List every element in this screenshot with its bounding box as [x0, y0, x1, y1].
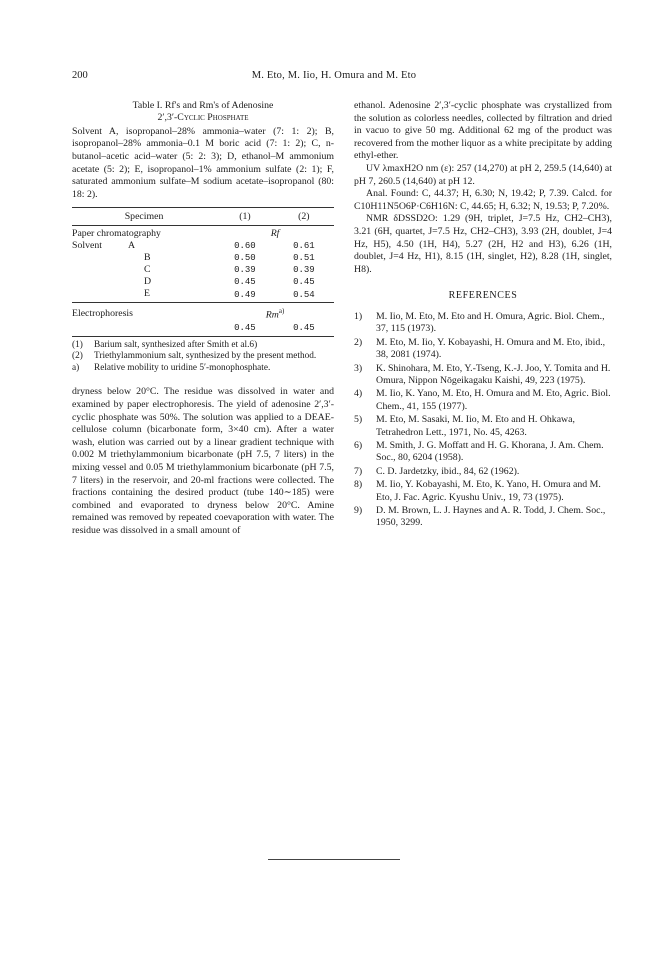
rf-label: Rf — [270, 228, 280, 240]
solvent-cell: E — [144, 288, 150, 300]
paper-chromatography-label: Paper chromatography — [72, 228, 161, 240]
rf-table — [72, 207, 334, 336]
left-column — [72, 100, 334, 538]
value-cell: 0.61 — [293, 241, 315, 252]
value-cell: 0.49 — [234, 290, 256, 301]
running-head: M. Eto, M. Iio, H. Omura and M. Eto — [251, 70, 417, 81]
rm-label: Rm — [265, 309, 279, 321]
end-rule — [268, 859, 400, 860]
table-footnotes — [72, 340, 334, 375]
table-header-row — [72, 208, 334, 226]
reference-item: 2) M. Eto, M. Iio, Y. Kobayashi, H. Omura and M. Eto, ibid., 38, 2081 (1974). — [354, 336, 606, 361]
value-cell: 0.60 — [234, 241, 256, 252]
reference-item: 7) C. D. Jardetzky, ibid., 84, 62 (1962). — [354, 465, 520, 477]
footnote: (1) Barium salt, synthesized after Smith et al.6) — [72, 339, 258, 350]
table-caption-line1: Table I. Rf's and Rm's of Adenosine — [132, 100, 274, 111]
table-row — [72, 226, 334, 241]
page-number: 200 — [72, 70, 88, 81]
value-cell: 0.45 — [234, 277, 256, 288]
reference-item: 8) M. Iio, Y. Kobayashi, M. Eto, K. Yano, H. Omura and M. Eto, J. Fac. Agric. Kyushu Univ., 19, 73 (1975). — [354, 479, 601, 503]
reference-item: 3) K. Shinohara, M. Eto, Y.-Tseng, K.-J. Joo, Y. Tomita and H. Omura, Nippon Nōgeikagaku Kaishi, 49, 223 (1975). — [354, 362, 611, 386]
table-row — [72, 252, 334, 264]
footnote: a) Relative mobility to uridine 5′-monophosphate. — [72, 362, 271, 373]
solvent-cell: C — [144, 264, 151, 276]
table-row — [72, 303, 334, 322]
reference-item: 1) M. Iio, M. Eto, M. Eto and H. Omura, Agric. Biol. Chem., 37, 115 (1973). — [354, 310, 605, 335]
value-cell: 0.45 — [293, 277, 315, 288]
value-cell: 0.54 — [293, 290, 315, 301]
uv-data: UV λmaxH2O nm (ε): 257 (14,270) at pH 2, 259.5 (14,640) at pH 7, 260.5 (14,640) at pH 12. — [354, 162, 612, 187]
table-caption-line2: 2′,3′-Cyclic Phosphate — [157, 112, 249, 124]
electrophoresis-label: Electrophoresis — [72, 307, 133, 319]
col-specimen: Specimen — [124, 211, 164, 223]
references-list — [354, 311, 612, 530]
value-cell: 0.39 — [293, 265, 315, 276]
table-solvents-note: Solvent A, isopropanol–28% ammonia–water (7: 1: 2); B, isopropanol–28% ammonia–0.1 M boric acid (7: 1: 2); C, n-butanol–acetic acid–water (5: 2: 3); D, ethanol–M ammonium acetate (5: 2); E, isopropanol–1% ammonium sulfate (2: 1); F, saturated ammonium sulfate–M sodium acetate–isopropanol (80: 18: 2). — [72, 125, 334, 200]
reference-item: 6) M. Smith, J. G. Moffatt and H. G. Khorana, J. Am. Chem. Soc., 80, 6204 (1958). — [354, 439, 604, 464]
solvent-label: Solvent — [72, 240, 102, 252]
solvent-cell: D — [144, 276, 152, 288]
table-row — [72, 240, 334, 252]
analysis-data: Anal. Found: C, 44.37; H, 6.30; N, 19.42; P, 7.39. Calcd. for C10H11N5O6P·C6H16N: C, 44.65; H, 6.32; N, 19.53; P, 7.20%. — [354, 188, 612, 212]
page-header — [72, 70, 596, 86]
right-body-paragraph: ethanol. Adenosine 2′,3′-cyclic phosphate was crystallized from the solution as colorless needles, collected by filtration and dried in vacuo to give 50 mg. Additional 62 mg of the product was recovered from the mother liquor as a white precipitate by adding ethyl-ether. — [354, 100, 612, 162]
col-1: (1) — [239, 210, 251, 222]
reference-item: 5) M. Eto, M. Sasaki, M. Iio, M. Eto and H. Ohkawa, Tetrahedron Lett., 1971, No. 45, 4263. — [354, 414, 575, 438]
table-row — [72, 276, 334, 288]
solvent-cell: A — [127, 240, 136, 252]
value-cell: 0.39 — [234, 265, 256, 276]
footnote: (2) Triethylammonium salt, synthesized by the present method. — [72, 351, 317, 362]
references-heading: REFERENCES — [448, 290, 518, 302]
value-cell: 0.45 — [234, 322, 256, 333]
value-cell: 0.50 — [234, 253, 256, 264]
col-2: (2) — [298, 210, 310, 222]
table-caption — [72, 100, 334, 125]
left-body-paragraph: dryness below 20°C. The residue was dissolved in water and examined by paper electrophoresis. The yield of adenosine 2′,3′-cyclic phosphate was 50%. The solution was applied to a DEAE-cellulose column (bicarbonate form, 3×40 cm). After a water wash, elution was carried out by a linear gradient technique with 0.002 M triethylammonium bicarbonate (pH 7.5, 7 liters) in the mixing vessel and 0.05 M triethylammonium bicarbonate (pH 7.5, 7 liters) in the reservoir, and 20-ml fractions were collected. The fractions containing the desired product (tube 140∼185) were combined and evaporated to dryness below 20°C. Amine remained was removed by repeated coevaporation with water. The residue was dissolved in a small amount of — [72, 386, 334, 536]
table-row — [72, 264, 334, 276]
right-column — [354, 100, 612, 531]
reference-item: 9) D. M. Brown, L. J. Haynes and A. R. Todd, J. Chem. Soc., 1950, 3299. — [354, 505, 606, 529]
table-row — [72, 288, 334, 303]
rm-sup: a) — [278, 307, 285, 316]
solvent-cell: B — [144, 252, 151, 264]
value-cell: 0.45 — [293, 322, 315, 333]
reference-item: 4) M. Iio, K. Yano, M. Eto, H. Omura and M. Eto, Agric. Biol. Chem., 41, 155 (1977). — [354, 388, 611, 412]
value-cell: 0.51 — [293, 253, 315, 264]
table-row — [72, 322, 334, 337]
nmr-data: NMR δDSSD2O: 1.29 (9H, triplet, J=7.5 Hz, CH2–CH3), 3.21 (6H, quartet, J=7.5 Hz, CH2–CH3), 3.93 (2H, doublet, J=4 Hz, H5), 4.50 (1H, H4), 5.27 (2H, H2 and H3), 6.26 (1H, doublet, J=4 Hz, H1), 8.15 (1H, singlet, H2), 8.28 (1H, singlet, H8). — [354, 213, 612, 275]
